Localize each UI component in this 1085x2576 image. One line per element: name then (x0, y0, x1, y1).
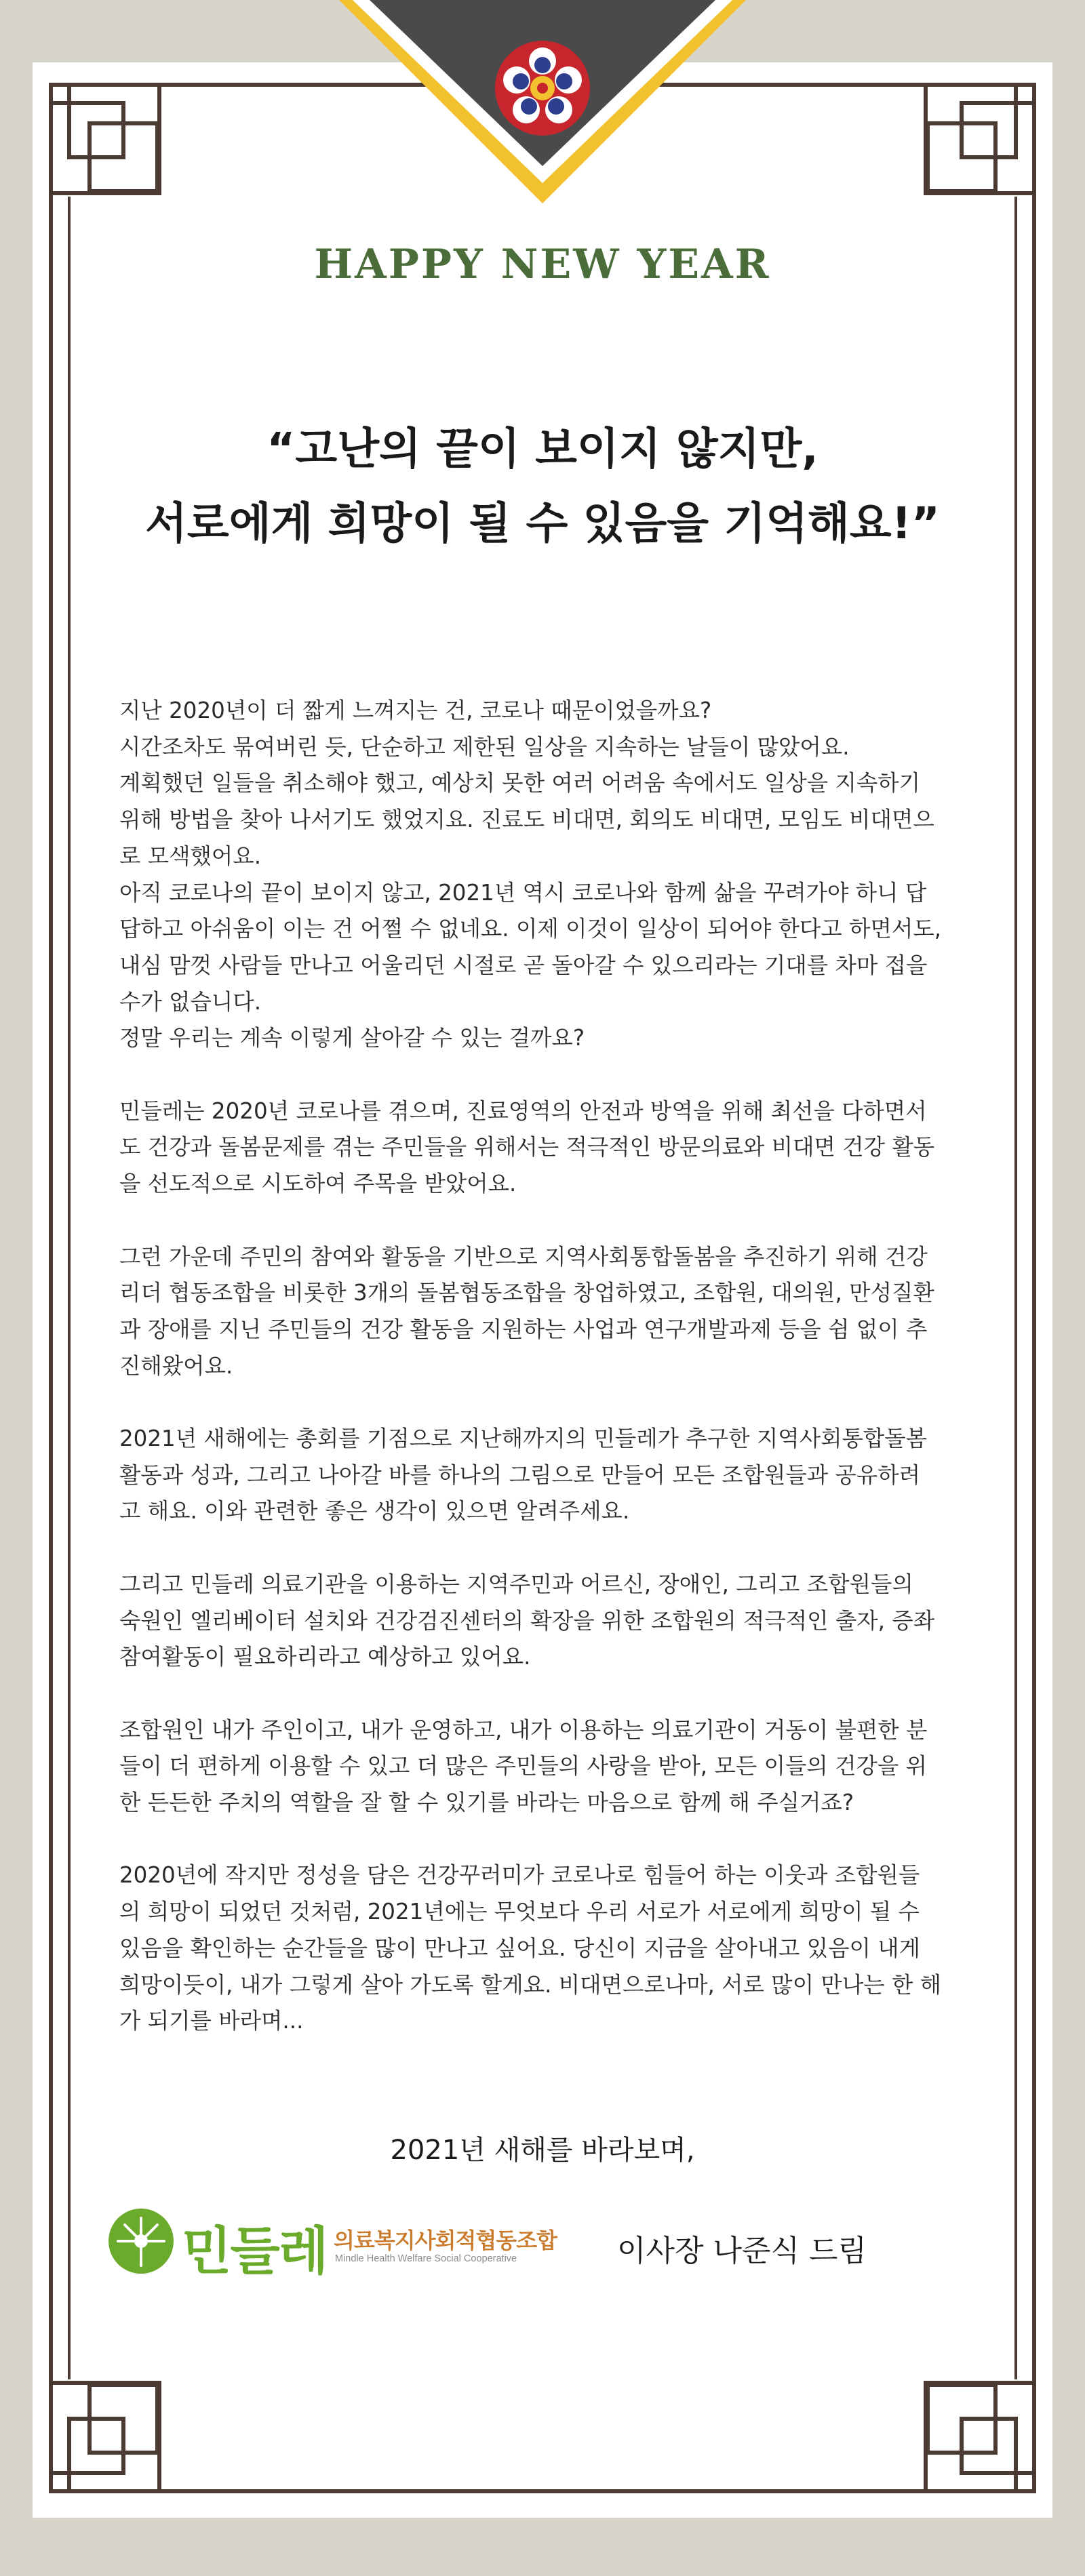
paragraph-line: 시간조차도 묶여버린 듯, 단순하고 제한된 일상을 지속하는 날들이 많았어요. (119, 733, 850, 760)
logo-subtitle: 의료복지사회적협동조합 (334, 2228, 557, 2253)
paragraph-line: 을 선도적으로 시도하여 주목을 받았어요. (119, 1171, 517, 1197)
paragraph-line: 고 해요. 이와 관련한 좋은 생각이 있으면 알려주세요. (119, 1498, 630, 1525)
paragraph-line: 들이 더 편하게 이용할 수 있고 더 많은 주민들의 사랑을 받아, 모든 이들의 건강을 위 (119, 1753, 927, 1779)
logo-name: 민들레 (182, 2221, 328, 2281)
paragraph-line: 계획했던 일들을 취소해야 했고, 예상치 못한 여러 어려움 속에서도 일상을 지속하기 (119, 770, 921, 797)
quote-line-1: “고난의 끝이 보이지 않지만, (267, 424, 818, 475)
paragraph-line: 조합원인 내가 주인이고, 내가 운영하고, 내가 이용하는 의료기관이 거동이 불편한 분 (119, 1716, 928, 1743)
paragraph-line: 진해왔어요. (119, 1352, 233, 1379)
mindle-logo (107, 2205, 568, 2279)
paragraph-line: 민들레는 2020년 코로나를 겪으며, 진료영역의 안전과 방역을 위해 최선을 다하면서 (119, 1098, 927, 1124)
paragraph-line: 위해 방법을 찾아 나서기도 했었지요. 진료도 비대면, 회의도 비대면, 모임도 비대면으 (119, 807, 934, 833)
letter-body (119, 693, 967, 2076)
paragraph (119, 1239, 967, 1385)
dandelion-logo-icon (107, 2207, 175, 2275)
paragraph-line: 수가 없습니다. (119, 988, 262, 1015)
paragraph-line: 의 희망이 되었던 것처럼, 2021년에는 무엇보다 우리 서로가 서로에게 희망이 될 수 (119, 1899, 920, 1925)
paragraph-line: 정말 우리는 계속 이렇게 살아갈 수 있는 걸까요? (119, 1025, 585, 1051)
paragraph-line: 아직 코로나의 끝이 보이지 않고, 2021년 역시 코로나와 함께 삶을 꾸려가야 하니 답 (119, 879, 927, 906)
paragraph (119, 1093, 967, 1203)
signature: 이사장 나준식 드림 (617, 2234, 867, 2268)
paragraph (119, 1712, 967, 1822)
paragraph-line: 2020년에 작지만 정성을 담은 건강꾸러미가 코로나로 힘들어 하는 이웃과 조합원들 (119, 1862, 920, 1889)
quote-heading (68, 412, 1017, 561)
paragraph-line: 내심 맘껏 사람들 만나고 어울리던 시절로 곧 돌아갈 수 있으리라는 기대를 차마 접을 (119, 952, 928, 978)
paragraph-line: 가 되기를 바라며... (119, 2008, 304, 2034)
paragraph (119, 1857, 967, 2040)
paragraph-line: 리더 협동조합을 비롯한 3개의 돌봄협동조합을 창업하였고, 조합원, 대의원, 만성질환 (119, 1280, 934, 1306)
corner-ornament-bottom-left (49, 2378, 164, 2493)
paragraph-line: 숙원인 엘리베이터 설치와 건강검진센터의 확장을 위한 조합원의 적극적인 출자, 증좌 (119, 1607, 935, 1634)
paragraph-line: 2021년 새해에는 총회를 기점으로 지난해까지의 민들레가 추구한 지역사회통합돌봄 (119, 1426, 928, 1452)
closing-line: 2021년 새해를 바라보며, (390, 2135, 695, 2166)
paragraph-line: 그리고 민들레 의료기관을 이용하는 지역주민과 어르신, 장애인, 그리고 조합원들의 (119, 1571, 913, 1597)
paragraph-line: 도 건강과 돌봄문제를 겪는 주민들을 위해서는 적극적인 방문의료와 비대면 건강 활동 (119, 1134, 935, 1161)
paragraph-line: 한 든든한 주치의 역할을 잘 할 수 있기를 바라는 마음으로 함께 해 주실거죠? (119, 1790, 854, 1816)
paragraph (119, 693, 967, 1057)
corner-ornament-bottom-right (921, 2378, 1036, 2493)
paragraph-line: 그런 가운데 주민의 참여와 활동을 기반으로 지역사회통합돌봄을 추진하기 위해 건강 (119, 1243, 928, 1270)
paragraph-line: 희망이듯이, 내가 그렇게 살아 가도록 할게요. 비대면으로나마, 서로 많이 만나는 한 해 (119, 1971, 942, 1998)
paragraph-line: 활동과 성과, 그리고 나아갈 바를 하나의 그림으로 만들어 모든 조합원들과 공유하려 (119, 1462, 921, 1488)
frame-bottom-line (49, 2489, 1036, 2493)
paragraph (119, 1421, 967, 1530)
quote-line-2: 서로에게 희망이 될 수 있음을 기억해요!” (145, 499, 940, 549)
paragraph-line: 답하고 아쉬움이 이는 건 어쩔 수 없네요. 이제 이것이 일상이 되어야 한다고 하면서도, (119, 916, 942, 942)
paragraph (119, 1567, 967, 1676)
flower-emblem-icon (495, 41, 590, 136)
paragraph-line: 있음을 확인하는 순간들을 많이 만나고 싶어요. 당신이 지금을 살아내고 있음이 내게 (119, 1935, 921, 1961)
paragraph-line: 참여활동이 필요하리라고 예상하고 있어요. (119, 1644, 531, 1670)
paragraph-line: 지난 2020년이 더 짧게 느껴지는 건, 코로나 때문이었을까요? (119, 698, 712, 723)
paragraph-line: 로 모색했어요. (119, 843, 262, 869)
happy-new-year-heading: HAPPY NEW YEAR (314, 241, 771, 288)
top-chevron-banner (0, 0, 1085, 217)
logo-english-name: Mindle Health Welfare Social Cooperative (335, 2253, 517, 2264)
paragraph-line: 과 장애를 지닌 주민들의 건강 활동을 지원하는 사업과 연구개발과제 등을 쉼 없이 추 (119, 1316, 928, 1342)
